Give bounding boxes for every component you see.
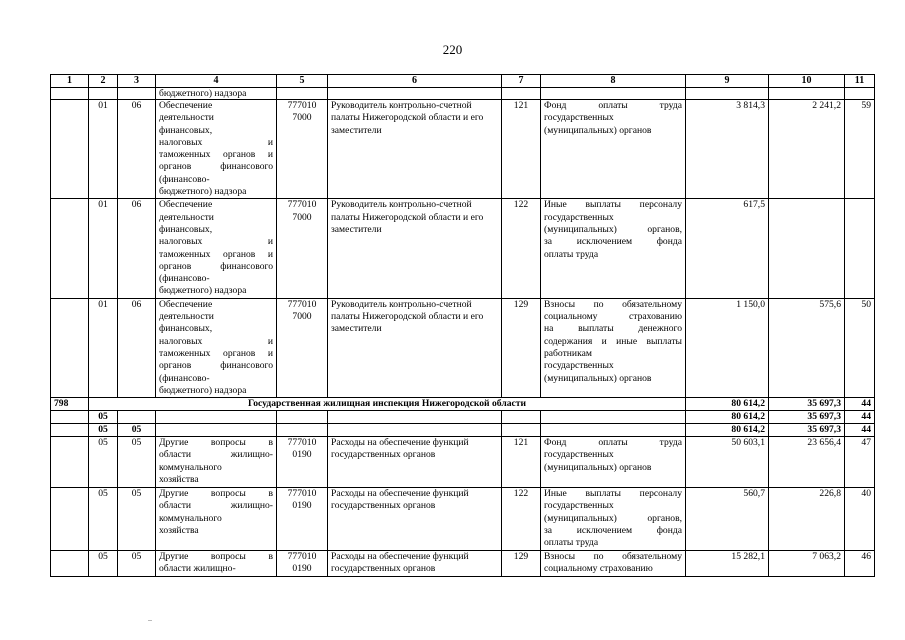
cell-target-code <box>277 551 328 577</box>
cell-percent: 40 <box>845 488 875 551</box>
cell-amount-10: 575,6 <box>769 298 845 397</box>
cell-line: 7000 <box>292 311 312 323</box>
row-description: бюджетного) надзора <box>156 88 277 100</box>
cell-amount-10: 23 656,4 <box>769 437 845 488</box>
table-row <box>51 199 875 298</box>
cell-line: деятельности <box>159 112 214 124</box>
cell-expense-name: Руководитель контрольно-счетной палаты Нижегородской области и его заместители <box>328 298 502 397</box>
cell-line: области жилищно- <box>159 449 273 461</box>
cell-line: на выплаты денежного <box>544 323 682 335</box>
cell-expense-name: Расходы на обеспечение функций государственных органов <box>328 551 502 577</box>
cell-line: бюджетного) надзора <box>159 384 247 396</box>
cell-line: органов финансового <box>159 161 273 173</box>
cell-line: (муниципальных) органов <box>544 124 652 136</box>
cell-line: 777010 <box>287 488 317 500</box>
cell-subsection: 06 <box>118 199 156 298</box>
cell-amount-10: 35 697,3 <box>769 398 845 411</box>
cell-line: Фонд оплаты труда <box>544 437 682 449</box>
cell-line: оплаты труда <box>544 537 599 549</box>
cell-amount-10: 2 241,2 <box>769 100 845 199</box>
cell-line: за исключением фонда <box>544 525 682 537</box>
cell-line: (муниципальных) органов, <box>544 223 682 235</box>
cell-amount-9: 3 814,3 <box>686 100 769 199</box>
cell-description <box>156 488 277 551</box>
cell-description <box>156 437 277 488</box>
cell-subsection: 05 <box>118 551 156 577</box>
cell-line: финансовых, <box>159 223 213 235</box>
cell-expense-name: Расходы на обеспечение функций государственных органов <box>328 488 502 551</box>
subsection-row <box>51 424 875 437</box>
column-header: 11 <box>845 75 875 88</box>
cell-line: государственных <box>544 360 614 372</box>
cell-amount-9: 80 614,2 <box>686 424 769 437</box>
cell-agency-code <box>51 551 89 577</box>
cell-line: (муниципальных) органов, <box>544 512 682 524</box>
cell-subsection: 06 <box>118 100 156 199</box>
cell-line: области жилищно- <box>159 500 273 512</box>
cell-line: (финансово- <box>159 372 210 384</box>
cell-percent: 44 <box>845 424 875 437</box>
column-header: 6 <box>328 75 502 88</box>
page-number: 220 <box>442 42 463 57</box>
cell-amount-9: 15 282,1 <box>686 551 769 577</box>
cell-amount-9: 560,7 <box>686 488 769 551</box>
column-header: 1 <box>51 75 89 88</box>
cell-line: оплаты труда <box>544 248 599 260</box>
cell-expense-name: Руководитель контрольно-счетной палаты Нижегородской области и его заместители <box>328 100 502 199</box>
cell-line: финансовых, <box>159 323 213 335</box>
cell-line: таможенных органов и <box>159 149 273 161</box>
cell-agency-code <box>51 199 89 298</box>
cell-kvr-code: 129 <box>502 551 541 577</box>
cell-description <box>156 100 277 199</box>
cell-percent: 46 <box>845 551 875 577</box>
cell-line: таможенных органов и <box>159 248 273 260</box>
agency-code: 798 <box>51 398 89 411</box>
table-row <box>51 488 875 551</box>
cell-percent: 47 <box>845 437 875 488</box>
cell-section: 05 <box>89 488 118 551</box>
cell-amount-10: 35 697,3 <box>769 411 845 424</box>
cell-line: Другие вопросы в <box>159 488 273 500</box>
cell-line: финансовых, <box>159 124 213 136</box>
cell-line: коммунального <box>159 512 222 524</box>
cell-subsection: 05 <box>118 488 156 551</box>
cell-line: 777010 <box>287 199 317 211</box>
cell-line: 777010 <box>287 437 317 449</box>
column-header: 2 <box>89 75 118 88</box>
cell-section: 01 <box>89 100 118 199</box>
cell-line: (финансово- <box>159 173 210 185</box>
column-header: 3 <box>118 75 156 88</box>
cell-line: коммунального <box>159 461 222 473</box>
cell-expense-name: Расходы на обеспечение функций государственных органов <box>328 437 502 488</box>
cell-section: 05 <box>89 424 118 437</box>
cell-line: Взносы по обязательному <box>544 551 682 563</box>
cell-line: 777010 <box>287 100 317 111</box>
cell-percent <box>845 199 875 298</box>
cell-line: бюджетного) надзора <box>159 285 247 297</box>
cell-line: органов финансового <box>159 360 273 372</box>
cell-line: Иные выплаты персоналу <box>544 199 682 211</box>
cell-line: Другие вопросы в <box>159 551 273 563</box>
table-body-block2 <box>51 437 875 577</box>
cell-agency-code <box>51 298 89 397</box>
cell-target-code <box>277 437 328 488</box>
cell-percent: 50 <box>845 298 875 397</box>
cell-line: (муниципальных) органов <box>544 372 652 384</box>
cell-description <box>156 551 277 577</box>
cell-target-code <box>277 298 328 397</box>
cell-section: 05 <box>89 437 118 488</box>
cell-line: налоговых и <box>159 335 273 347</box>
cell-section: 05 <box>89 411 118 424</box>
cell-section: 05 <box>89 551 118 577</box>
budget-table <box>50 74 875 577</box>
cell-line: государственных <box>544 211 614 223</box>
column-header: 8 <box>541 75 686 88</box>
cell-section: 01 <box>89 298 118 397</box>
cell-amount-9: 50 603,1 <box>686 437 769 488</box>
continuation-row <box>51 88 875 100</box>
cell-section: 01 <box>89 199 118 298</box>
column-header: 4 <box>156 75 277 88</box>
cell-line: налоговых и <box>159 236 273 248</box>
cell-description <box>156 298 277 397</box>
table-body-block1 <box>51 100 875 398</box>
agency-name: Государственная жилищная инспекция Нижегородской области <box>89 398 686 411</box>
cell-line: налоговых и <box>159 136 273 148</box>
cell-line: 0190 <box>292 449 312 461</box>
cell-line: 7000 <box>292 211 312 223</box>
cell-line: Другие вопросы в <box>159 437 273 449</box>
cell-line: государственных <box>544 500 614 512</box>
cell-line: Взносы по обязательному <box>544 298 682 310</box>
cell-amount-10: 35 697,3 <box>769 424 845 437</box>
cell-line: социальному страхованию <box>544 311 682 323</box>
column-header: 9 <box>686 75 769 88</box>
cell-kvr-name <box>541 100 686 199</box>
table-header-row <box>51 75 875 88</box>
cell-target-code <box>277 488 328 551</box>
column-header: 10 <box>769 75 845 88</box>
cell-line: 0190 <box>292 563 312 575</box>
cell-agency-code <box>51 437 89 488</box>
cell-line: области жилищно- <box>159 563 236 575</box>
cell-kvr-name <box>541 199 686 298</box>
cell-expense-name: Руководитель контрольно-счетной палаты Нижегородской области и его заместители <box>328 199 502 298</box>
cell-amount-9: 1 150,0 <box>686 298 769 397</box>
cell-line: бюджетного) надзора <box>159 186 247 198</box>
cell-line: таможенных органов и <box>159 347 273 359</box>
cell-subsection: 05 <box>118 424 156 437</box>
cell-line: 7000 <box>292 112 312 124</box>
table-row <box>51 437 875 488</box>
table-row <box>51 298 875 397</box>
column-header: 7 <box>502 75 541 88</box>
cell-line: Обеспечение <box>159 100 213 111</box>
cell-line: Фонд оплаты труда <box>544 100 682 111</box>
cell-line: (финансово- <box>159 273 210 285</box>
cell-agency-code <box>51 488 89 551</box>
cell-percent: 59 <box>845 100 875 199</box>
cell-line: деятельности <box>159 211 214 223</box>
cell-kvr-code: 122 <box>502 488 541 551</box>
cell-line: 777010 <box>287 298 317 310</box>
cell-kvr-name <box>541 298 686 397</box>
cell-kvr-name <box>541 437 686 488</box>
cell-kvr-name <box>541 488 686 551</box>
table-row <box>51 551 875 577</box>
cell-amount-10 <box>769 199 845 298</box>
cell-percent: 44 <box>845 411 875 424</box>
cell-agency-code <box>51 100 89 199</box>
cell-line: Обеспечение <box>159 298 213 310</box>
cell-kvr-name <box>541 551 686 577</box>
cell-amount-10: 226,8 <box>769 488 845 551</box>
column-header: 5 <box>277 75 328 88</box>
cell-line: за исключением фонда <box>544 236 682 248</box>
cell-subsection: 05 <box>118 437 156 488</box>
cell-kvr-code: 129 <box>502 298 541 397</box>
cell-amount-10: 7 063,2 <box>769 551 845 577</box>
cell-description <box>156 199 277 298</box>
cell-subsection: 06 <box>118 298 156 397</box>
agency-row <box>51 398 875 411</box>
cell-target-code <box>277 199 328 298</box>
table-row <box>51 100 875 199</box>
cell-line: (муниципальных) органов <box>544 461 652 473</box>
cell-line: Обеспечение <box>159 199 213 211</box>
cell-line: деятельности <box>159 311 214 323</box>
cell-line: содержания и иные выплаты <box>544 335 682 347</box>
cell-line: Иные выплаты персоналу <box>544 488 682 500</box>
cell-line: государственных <box>544 449 614 461</box>
cell-line: работникам <box>544 347 592 359</box>
scan-mark <box>148 620 152 621</box>
cell-line: хозяйства <box>159 474 199 486</box>
cell-kvr-code: 121 <box>502 437 541 488</box>
cell-target-code <box>277 100 328 199</box>
cell-amount-9: 80 614,2 <box>686 398 769 411</box>
cell-line: 0190 <box>292 500 312 512</box>
cell-amount-9: 80 614,2 <box>686 411 769 424</box>
cell-line: государственных <box>544 112 614 124</box>
cell-amount-9: 617,5 <box>686 199 769 298</box>
cell-kvr-code: 121 <box>502 100 541 199</box>
cell-line: социальному страхованию <box>544 563 653 575</box>
cell-percent: 44 <box>845 398 875 411</box>
section-row <box>51 411 875 424</box>
cell-line: хозяйства <box>159 525 199 537</box>
cell-kvr-code: 122 <box>502 199 541 298</box>
cell-line: органов финансового <box>159 260 273 272</box>
cell-line: 777010 <box>287 551 317 563</box>
